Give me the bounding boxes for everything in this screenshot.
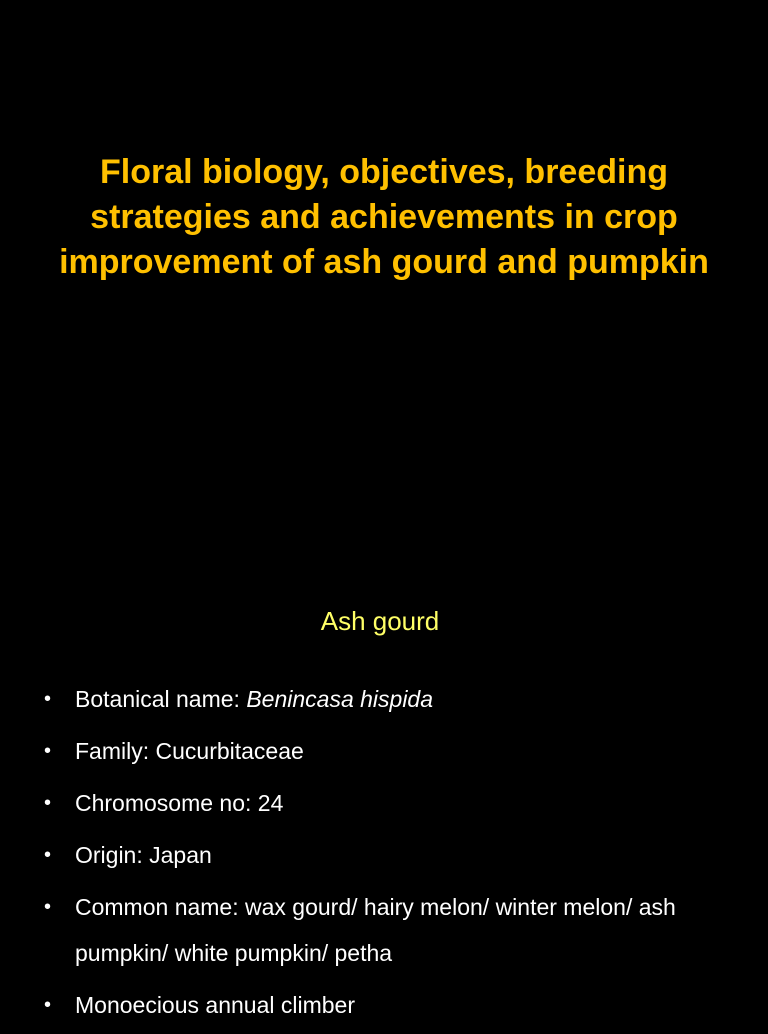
bullet-icon: • (44, 792, 52, 814)
bullet-origin (44, 832, 744, 878)
bullet-icon: • (44, 844, 52, 866)
bullet-common-name (44, 884, 744, 976)
section-heading: Ash gourd (320, 606, 440, 636)
bullet-text: Common name: wax gourd/ hairy melon/ winter melon/ ash pumpkin/ white pumpkin/ petha (75, 894, 676, 966)
bullet-text: Monoecious annual climber (75, 992, 355, 1018)
bullet-icon: • (44, 740, 52, 762)
bullet-text: Chromosome no: 24 (75, 790, 284, 816)
bullet-text: Family: Cucurbitaceae (75, 738, 304, 764)
bullet-icon: • (44, 896, 52, 918)
bullet-label: Botanical name: (75, 686, 247, 712)
bullet-icon: • (44, 994, 52, 1016)
bullet-botanical-name (44, 676, 744, 722)
bullet-chromosome (44, 780, 744, 826)
slide-title: Floral biology, objectives, breeding strategies and achievements in crop improvement of ash gourd and pumpkin (59, 153, 709, 281)
bullet-icon: • (44, 688, 52, 710)
bullet-text: Origin: Japan (75, 842, 212, 868)
bullet-list (44, 676, 744, 1034)
bullet-habit (44, 982, 744, 1028)
bullet-value-scientific-name: Benincasa hispida (246, 686, 434, 712)
bullet-family (44, 728, 744, 774)
